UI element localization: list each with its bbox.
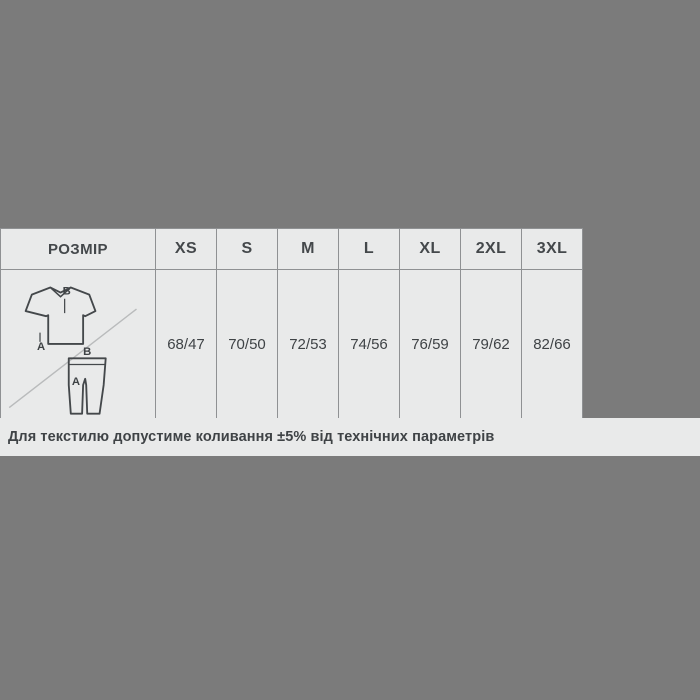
tolerance-note <box>0 418 700 456</box>
value-l: 74/56 <box>339 270 400 419</box>
value-3xl: 82/66 <box>522 270 583 419</box>
pants-label-b: B <box>83 346 92 359</box>
shirt-label-a: A <box>36 341 46 354</box>
value-s: 70/50 <box>217 270 278 419</box>
header-size-l: L <box>339 229 400 270</box>
header-size-2xl: 2XL <box>461 229 522 270</box>
table-header <box>1 229 583 270</box>
garment-diagram-cell <box>1 270 156 419</box>
tolerance-note-text: Для текстилю допустиме коливання ±5% від технічних параметрів <box>8 429 495 445</box>
shirt-and-pants-measurement-diagram-icon <box>1 270 155 420</box>
table-header-row <box>1 229 583 270</box>
value-xs: 68/47 <box>156 270 217 419</box>
header-size-xs: XS <box>156 229 217 270</box>
table-row <box>1 270 583 419</box>
pants-label-a: A <box>71 375 81 388</box>
header-size-label: РОЗМІР <box>1 229 156 270</box>
header-size-s: S <box>217 229 278 270</box>
size-table <box>0 228 583 419</box>
value-2xl: 79/62 <box>461 270 522 419</box>
header-size-xl: XL <box>400 229 461 270</box>
header-size-m: M <box>278 229 339 270</box>
header-size-3xl: 3XL <box>522 229 583 270</box>
value-m: 72/53 <box>278 270 339 419</box>
size-table-container <box>0 228 700 419</box>
shirt-label-b: B <box>62 285 71 298</box>
table-body <box>1 270 583 419</box>
value-xl: 76/59 <box>400 270 461 419</box>
